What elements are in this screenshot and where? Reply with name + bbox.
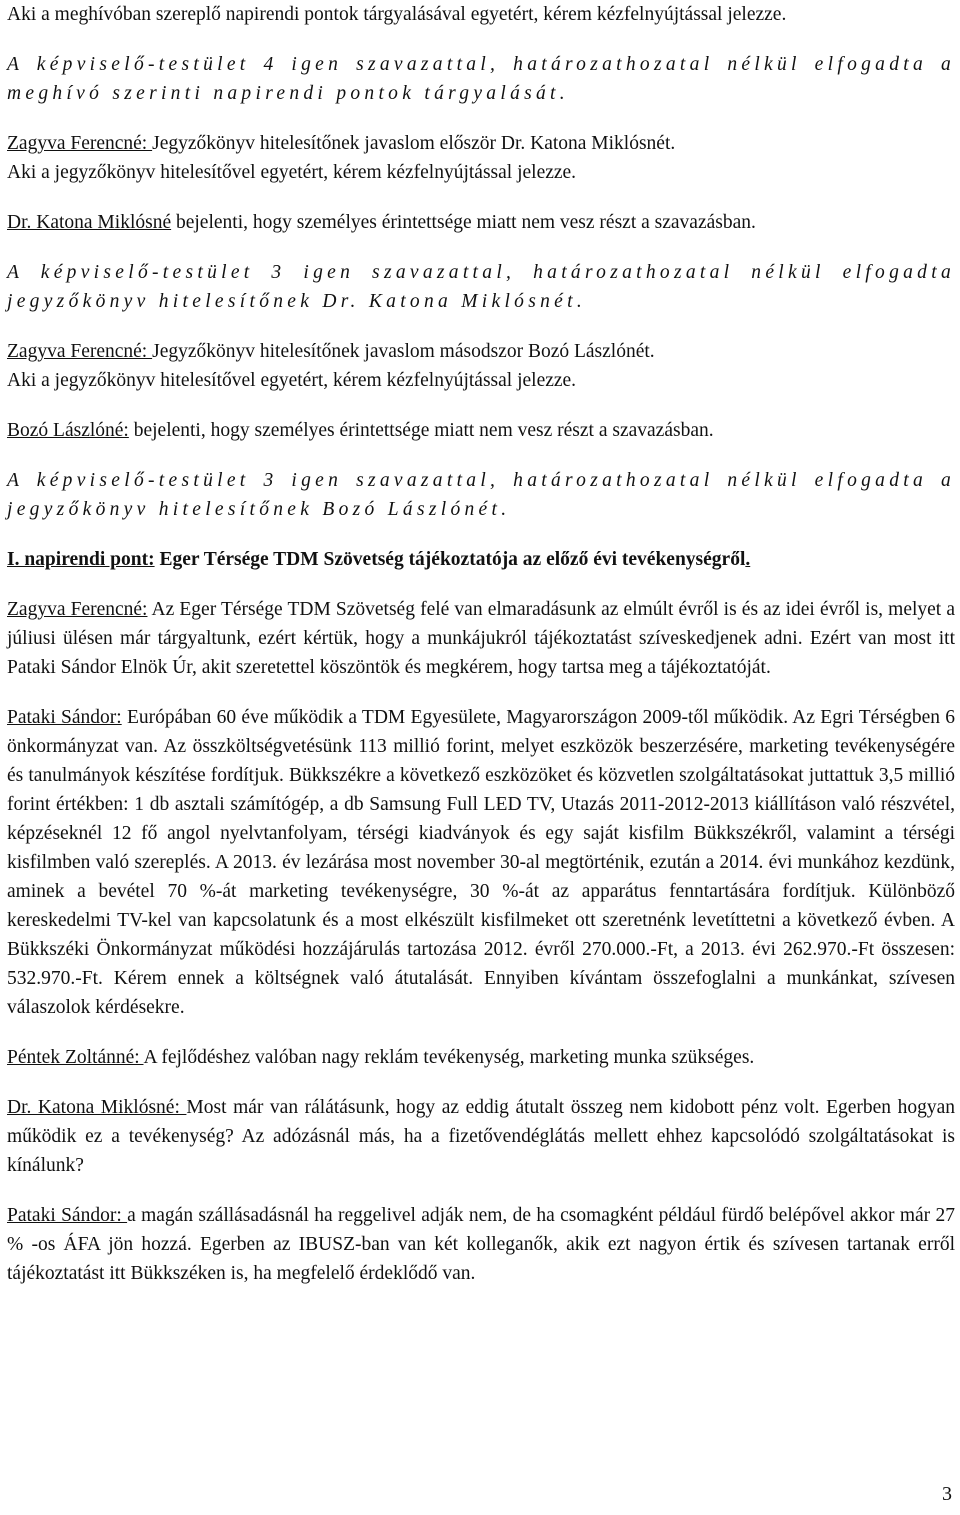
- page-number: 3: [942, 1483, 952, 1505]
- paragraph-text: a magán szállásadásnál ha reggelivel adják nem, de ha csomagként például fürdő belépővel akkor már 27 % -os ÁFA jön hozzá. Egerben az IBUSZ-ban van két kolleganők, akik ezt nagyon értik és szívesen tartanak erről tájékoztatást itt Bükkszéken is, ha megfelelő érdeklődő van.: [7, 1205, 955, 1284]
- paragraph-text-line2: Aki a jegyzőkönyv hitelesítővel egyetért, kérem kézfelnyújtással jelezze.: [7, 162, 577, 183]
- agenda-item-heading: [7, 545, 955, 574]
- resolution-first-verifier: [7, 258, 955, 316]
- paragraph-first-abstain: [7, 208, 955, 237]
- resolution-text: A képviselő-testület 4 igen szavazattal, határozathozatal nélkül elfogadta a meghívó szerinti napirendi pontok tárgyalását.: [7, 54, 955, 104]
- speaker-name: Zagyva Ferencné:: [7, 599, 148, 620]
- paragraph-text: Most már van rálátásunk, hogy az eddig átutalt összeg nem kidobott pénz volt. Egerben hogyan működik ez a tevékenység? Az adózásnál más, ha a fizetővendéglátás mellett ehhez kapcsolódó szolgáltatásokat is kínálunk?: [7, 1097, 955, 1176]
- paragraph-pataki-answer: [7, 1201, 955, 1288]
- paragraph-text: Aki a meghívóban szereplő napirendi pontok tárgyalásával egyetért, kérem kézfelnyújtással jelezze.: [7, 4, 787, 25]
- paragraph-vote-call: [7, 0, 955, 29]
- paragraph-second-abstain: [7, 416, 955, 445]
- speaker-name: Zagyva Ferencné:: [7, 133, 153, 154]
- paragraph-first-verifier: [7, 129, 955, 187]
- agenda-item-title: Eger Térsége TDM Szövetség tájékoztatója az előző évi tevékenységről: [154, 549, 746, 570]
- paragraph-text: Európában 60 éve működik a TDM Egyesülete, Magyarországon 2009-től működik. Az Egri Térségben 6 önkormányzat van. Az összköltségvetésünk 113 millió forint, melyet eszközök beszerzésére, marketing tevékenységére és tanulmányok készítése fordítjuk. Bükkszékre a következő eszközöket és közvetlen szolgáltatásokat juttattuk 3,5 millió forint értékben: 1 db asztali számítógép, a db Samsung Full LED TV, Utazás 2011-2012-2013 kiállításon való részvétel, képzéseknél 12 fő angol nyelvtanfolyam, térségi kiadványok és egy saját kisfilm Bükkszékről, valamint a térségi kisfilmben való szereplés. A 2013. év lezárása most november 30-al megtörténik, ezután a 2014. évi munkához kezdünk, aminek a bevétel 70 %-át marketing tevékenységre, 30 %-át az apparátus fenntartására fordítjuk. Különböző kereskedelmi TV-kel van kapcsolatunk és a most elkészült kisfilmeket ott szeretnénk levetíttetni a következő évben. A Bükkszéki Önkormányzat működési hozzájárulás tartozása 2012. évről 270.000.-Ft, a 2013. évi 262.970.-Ft összesen: 532.970.-Ft. Kérem ennek a költségnek való átutalását. Ennyiben kívántam összefoglalni a munkánkat, szívesen válaszolok kérdésekre.: [7, 707, 955, 1018]
- paragraph-second-verifier: [7, 337, 955, 395]
- resolution-text: A képviselő-testület 3 igen szavazattal, határozathozatal nélkül elfogadta jegyzőkönyv hitelesítőnek Dr. Katona Miklósnét.: [7, 262, 955, 312]
- document-page: [7, 0, 955, 1313]
- speaker-name: Pataki Sándor:: [7, 707, 122, 728]
- speaker-name: Dr. Katona Miklósné:: [7, 1097, 187, 1118]
- paragraph-katona-question: [7, 1093, 955, 1180]
- paragraph-zagyva-intro: [7, 595, 955, 682]
- resolution-agenda: [7, 50, 955, 108]
- speaker-name: Zagyva Ferencné:: [7, 341, 153, 362]
- paragraph-text: bejelenti, hogy személyes érintettsége miatt nem vesz részt a szavazásban.: [171, 212, 756, 233]
- resolution-text: A képviselő-testület 3 igen szavazattal, határozathozatal nélkül elfogadta a jegyzőkönyv hitelesítőnek Bozó Lászlónét.: [7, 470, 955, 520]
- paragraph-text-line2: Aki a jegyzőkönyv hitelesítővel egyetért, kérem kézfelnyújtással jelezze.: [7, 370, 577, 391]
- paragraph-pataki-report: [7, 703, 955, 1022]
- resolution-second-verifier: [7, 466, 955, 524]
- speaker-name: Péntek Zoltánné:: [7, 1047, 144, 1068]
- speaker-name: Bozó Lászlóné:: [7, 420, 129, 441]
- agenda-item-label: I. napirendi pont:: [7, 549, 155, 570]
- paragraph-text: A fejlődéshez valóban nagy reklám tevékenység, marketing munka szükséges.: [143, 1047, 755, 1068]
- paragraph-text: Az Eger Térsége TDM Szövetség felé van elmaradásunk az elmúlt évről is és az idei évről is, melyet a júliusi ülésen már tárgyaltunk, ezért kértük, hogy a munkájukról tájékoztatást szíveskedjenek adni. Ezért van most itt Pataki Sándor Elnök Úr, akit szeretettel köszöntök és megkérem, hogy tartsa meg a tájékoztatóját.: [7, 599, 955, 678]
- speaker-name: Pataki Sándor:: [7, 1205, 128, 1226]
- agenda-item-trail: .: [745, 549, 751, 570]
- paragraph-pentek: [7, 1043, 955, 1072]
- paragraph-text: Jegyzőkönyv hitelesítőnek javaslom először Dr. Katona Miklósnét.: [152, 133, 676, 154]
- paragraph-text: bejelenti, hogy személyes érintettsége miatt nem vesz részt a szavazásban.: [128, 420, 714, 441]
- speaker-name: Dr. Katona Miklósné: [7, 212, 172, 233]
- paragraph-text: Jegyzőkönyv hitelesítőnek javaslom másodszor Bozó Lászlónét.: [152, 341, 655, 362]
